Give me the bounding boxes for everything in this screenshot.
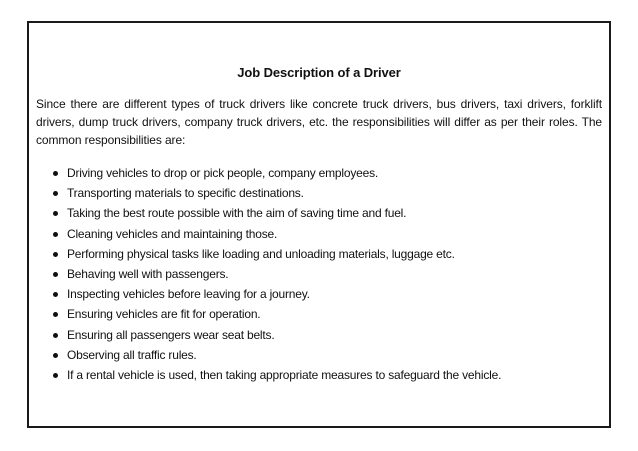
bullet-icon bbox=[53, 353, 58, 358]
list-item bbox=[53, 264, 599, 284]
document-title: Job Description of a Driver bbox=[237, 65, 401, 80]
list-item bbox=[53, 163, 599, 183]
bullet-icon bbox=[53, 292, 58, 297]
list-item-text: If a rental vehicle is used, then taking appropriate measures to safeguard the vehicle. bbox=[67, 367, 502, 382]
list-item bbox=[53, 325, 599, 345]
list-item-text: Driving vehicles to drop or pick people, company employees. bbox=[67, 166, 379, 180]
list-item bbox=[53, 183, 599, 203]
document-page bbox=[27, 21, 611, 428]
list-item-text: Transporting materials to specific destinations. bbox=[67, 186, 304, 201]
bullet-icon bbox=[53, 333, 58, 338]
list-item-text: Inspecting vehicles before leaving for a journey. bbox=[67, 287, 310, 302]
bullet-icon bbox=[53, 312, 58, 317]
list-item-text: Taking the best route possible with the aim of saving time and fuel. bbox=[67, 206, 407, 221]
bullet-icon bbox=[53, 252, 58, 257]
bullet-icon bbox=[53, 272, 58, 277]
intro-paragraph: Since there are different types of truck drivers like concrete truck drivers, bus drivers, taxi drivers, forklift drivers, dump truck drivers, company truck drivers, etc. the responsibilities will differ as per their roles. The common responsibilities are: bbox=[36, 97, 602, 147]
list-item-text: Ensuring all passengers wear seat belts. bbox=[67, 327, 275, 342]
bullet-icon bbox=[53, 211, 58, 216]
bullet-icon bbox=[53, 373, 58, 378]
list-item bbox=[53, 244, 599, 264]
list-item bbox=[53, 284, 599, 304]
list-item-text: Behaving well with passengers. bbox=[67, 266, 229, 281]
bullet-icon bbox=[53, 171, 58, 176]
list-item bbox=[53, 203, 599, 223]
list-item-text: Cleaning vehicles and maintaining those. bbox=[67, 226, 278, 241]
bullet-icon bbox=[53, 191, 58, 196]
bullet-icon bbox=[53, 232, 58, 237]
list-item-text: Performing physical tasks like loading and unloading materials, luggage etc. bbox=[67, 246, 455, 261]
responsibilities-list bbox=[53, 163, 599, 385]
list-item bbox=[53, 304, 599, 324]
list-item-text: Observing all traffic rules. bbox=[67, 347, 197, 362]
list-item bbox=[53, 345, 599, 365]
list-item-text: Ensuring vehicles are fit for operation. bbox=[67, 307, 261, 322]
list-item bbox=[53, 224, 599, 244]
list-item bbox=[53, 365, 599, 385]
